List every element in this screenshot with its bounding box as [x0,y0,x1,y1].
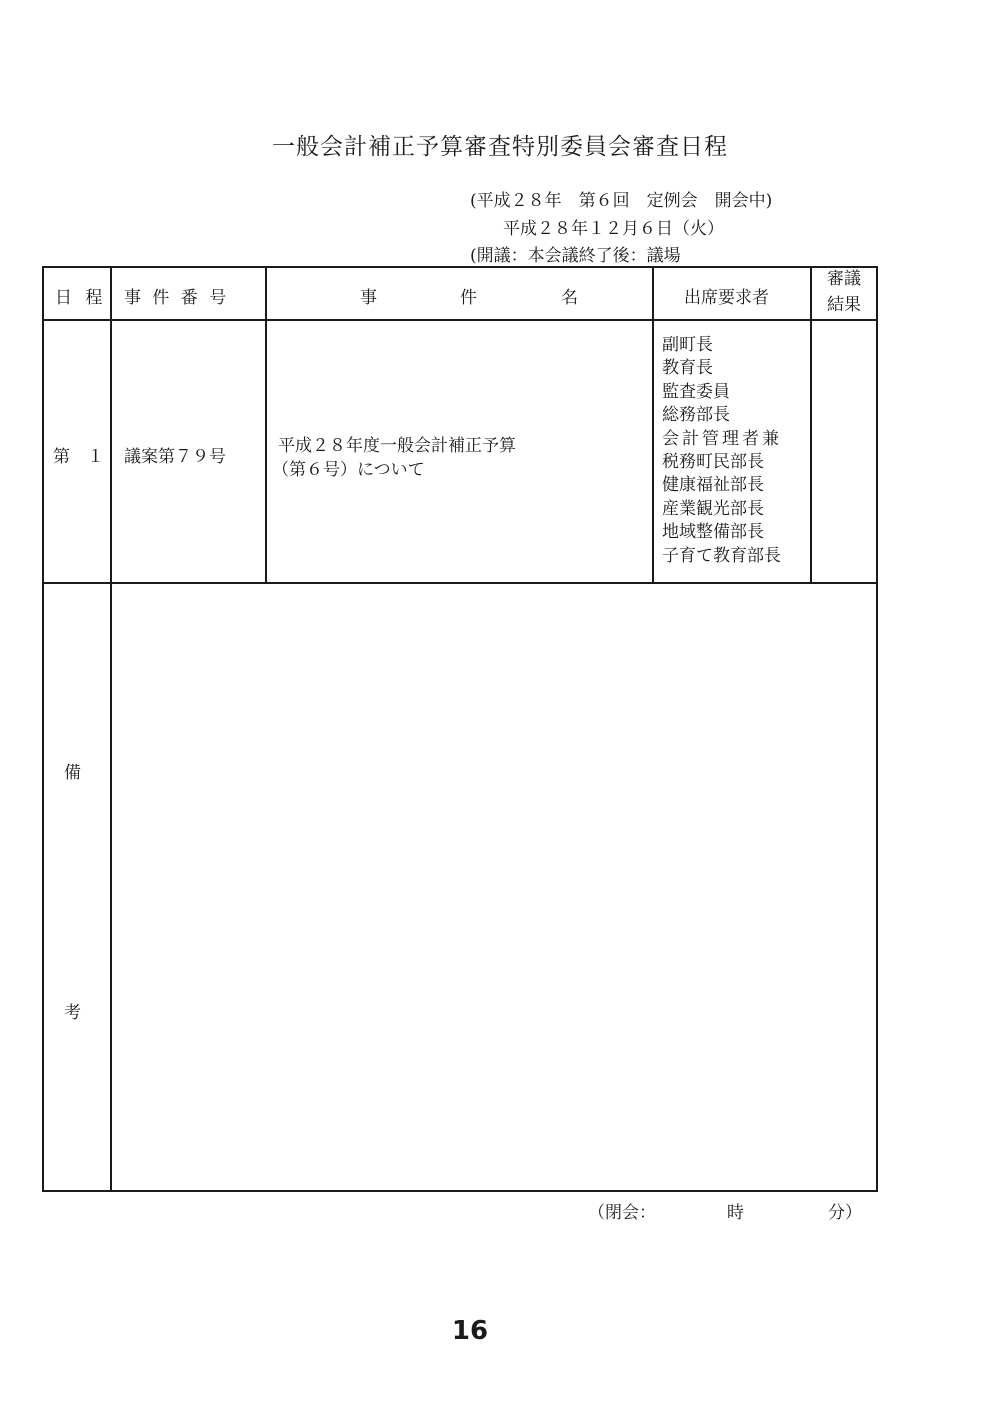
meeting-date: 平成２８年１２月６日（火） [503,219,724,239]
row-schedule: 第 １ [53,447,104,467]
closing-prefix: （閉会： [588,1203,656,1223]
header-schedule: 日 程 [55,288,107,308]
row-divider [42,582,878,584]
row-case-name-line1: 平成２８年度一般会計補正予算 [278,436,516,456]
header-result-line1: 審議 [827,269,861,289]
closing-hour: 時 [727,1203,744,1223]
attendee: 総務部長 [662,405,730,426]
column-divider [652,266,654,583]
header-result [812,266,876,318]
attendee: 監査委員 [662,381,730,402]
attendee: 税務町民部長 [662,451,764,472]
closing-minute: 分） [828,1203,862,1223]
header-divider [42,319,878,321]
header-case-number: 事 件 番 号 [124,288,230,308]
header-result-line2: 結果 [827,295,861,315]
remarks-label-2: 考 [64,1003,81,1023]
row-case-name-line2: （第６号）について [272,460,425,480]
attendee: 副町長 [662,335,713,355]
attendee: 教育長 [662,358,713,379]
attendee: 地域整備部長 [662,522,764,543]
attendee: 産業観光部長 [662,498,764,519]
opening-info: (開議：本会議終了後：議場 [470,246,681,266]
column-divider [110,266,112,1192]
remarks-label-1: 備 [64,763,81,783]
header-case-name-1: 事 [360,288,377,308]
attendee: 会計管理者兼 [662,428,782,449]
header-case-name-3: 名 [561,288,578,308]
page-number: 16 [451,1316,489,1346]
attendee: 健康福祉部長 [662,475,764,496]
document-title: 一般会計補正予算審査特別委員会審査日程 [272,134,728,160]
row-case-number: 議案第７９号 [124,447,226,467]
attendee-list [662,334,782,568]
attendee: 子育て教育部長 [662,545,781,566]
session-info: (平成２８年 第６回 定例会 開会中) [470,191,773,211]
column-divider [265,266,267,583]
header-case-name-2: 件 [460,288,477,308]
header-attendees: 出席要求者 [684,288,769,308]
